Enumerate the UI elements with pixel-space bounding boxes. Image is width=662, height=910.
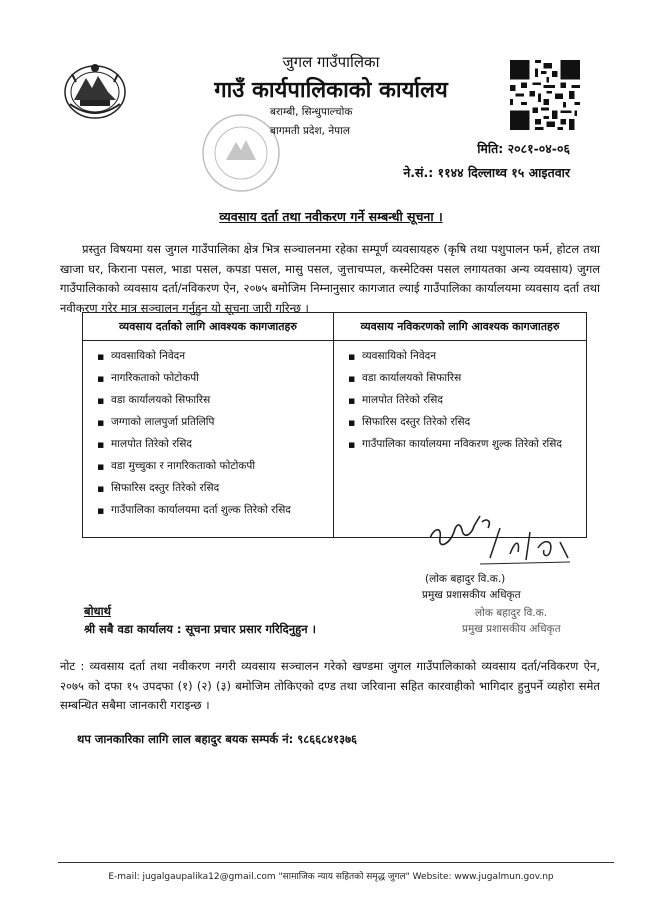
reference-number: ने.सं.: ११४४ दिल्लाथ्व १५ आइतवार bbox=[403, 165, 570, 180]
renewal-column bbox=[334, 313, 586, 537]
office-name: गाउँ कार्यपालिकाको कार्यालय bbox=[214, 78, 448, 103]
renewal-item: ▪ वडा कार्यालयको सिफारिस bbox=[348, 371, 580, 386]
registration-item: ▪ गाउँपालिका कार्यालयमा दर्ता शुल्क तिरेको रसिद bbox=[97, 503, 327, 518]
renewal-item: ▪ गाउँपालिका कार्यालयमा नविकरण शुल्क तिरेको रसिद bbox=[348, 437, 580, 452]
registration-item: ▪ व्यवसायिको निवेदन bbox=[97, 349, 327, 364]
letter-date: मिति: २०८१-०४-०६ bbox=[477, 141, 570, 156]
signatory-title: प्रमुख प्रशासकीय अधिकृत bbox=[422, 589, 521, 601]
registration-header: व्यवसाय दर्ताको लागि आवश्यक कागजातहरु bbox=[83, 313, 333, 341]
footer-divider bbox=[58, 862, 614, 863]
registration-item: ▪ नागरिकताको फोटोकपी bbox=[97, 371, 327, 386]
renewal-list bbox=[334, 341, 586, 452]
body-paragraph: प्रस्तुत विषयमा यस जुगल गाउँपालिका क्षेत्र भित्र सञ्चालनमा रहेका सम्पूर्ण व्यवसायहरु (कृषि तथा पशुपालन फर्म, होटल तथा खाजा घर, किराना पसल, भाडा पसल, कपडा पसल, मासु पसल, जुत्ताचप्पल, कस्मेटिक्स पसल लगायतका अन्य व्यवसाय) जुगल गाउँपालिकाको व्यवसाय दर्ता/नविकरण ऐन, २०७५ बमोजिम निम्नानुसार कागजात ल्याई गाउँपालिका कार्यालयमा व्यवसाय दर्ता तथा नवीकरण गरेर मात्र सञ्चालन गर्नुहुन यो सूचना जारी गरिन्छ । bbox=[60, 242, 600, 315]
registration-column bbox=[83, 313, 334, 537]
registration-item: ▪ जग्गाको लालपुर्जा प्रतिलिपि bbox=[97, 415, 327, 430]
registration-item: ▪ सिफारिस दस्तुर तिरेको रसिद bbox=[97, 481, 327, 496]
renewal-item: ▪ सिफारिस दस्तुर तिरेको रसिद bbox=[348, 415, 580, 430]
registration-item: ▪ वडा मुच्चुका र नागरिकताको फोटोकपी bbox=[97, 459, 327, 474]
note-paragraph: नोट : व्यवसाय दर्ता तथा नवीकरण नगरी व्यवसाय सञ्चालन गरेको खण्डमा जुगल गाउँपालिकाको व्यवसाय दर्ता/नविकरण ऐन, २०७५ को दफा १५ उपदफा (१) (२) (३) बमोजिम तोकिएको दण्ड तथा जरिवाना सहित कारवाहीको भागिदार हुनुपर्ने व्यहोरा समेत सम्बन्धित सबैमा जानकारी गराइन्छ । bbox=[60, 659, 600, 712]
boddartha-text: श्री सबै वडा कार्यालय : सूचना प्रचार प्रसार गरिदिनुहुन । bbox=[84, 622, 316, 636]
notice-subject bbox=[0, 208, 662, 225]
signatory-name: (लोक बहादुर वि.क.) bbox=[425, 573, 506, 585]
registration-list bbox=[83, 341, 333, 518]
handwritten-signature bbox=[420, 508, 590, 580]
address-line-1: बराम्बी, सिन्धुपाल्चोक bbox=[270, 106, 353, 118]
seal-signatory-name: लोक बहादुर वि.क. bbox=[475, 607, 548, 619]
seal-signatory-title: प्रमुख प्रशासकीय अधिकृत bbox=[462, 623, 561, 635]
registration-item: ▪ वडा कार्यालयको सिफारिस bbox=[97, 393, 327, 408]
municipality-name: जुगल गाउँपालिका bbox=[282, 53, 380, 71]
notice-subject-text: व्यवसाय दर्ता तथा नवीकरण गर्ने सम्बन्धी सूचना । bbox=[219, 209, 443, 224]
renewal-item: ▪ व्यवसायिको निवेदन bbox=[348, 349, 580, 364]
office-address bbox=[270, 103, 352, 141]
renewal-item: ▪ मालपोत तिरेको रसिद bbox=[348, 393, 580, 408]
boddartha-label: बोधार्थ bbox=[84, 604, 111, 618]
footer-text: E-mail: jugalgaupalika12@gmail.com "सामाजिक न्याय सहितको समृद्ध जुगल" Website: www.jugalmun.gov.np bbox=[108, 872, 554, 882]
contact-info: थप जानकारिका लागि लाल बहादुर बयक सम्पर्क नं: ९८६६८४१३७६ bbox=[77, 732, 358, 746]
registration-item: ▪ मालपोत तिरेको रसिद bbox=[97, 437, 327, 452]
address-line-2: बागमती प्रदेश, नेपाल bbox=[270, 125, 350, 137]
requirements-table bbox=[82, 312, 587, 538]
renewal-header: व्यवसाय नविकरणको लागि आवश्यक कागजातहरु bbox=[334, 313, 586, 341]
